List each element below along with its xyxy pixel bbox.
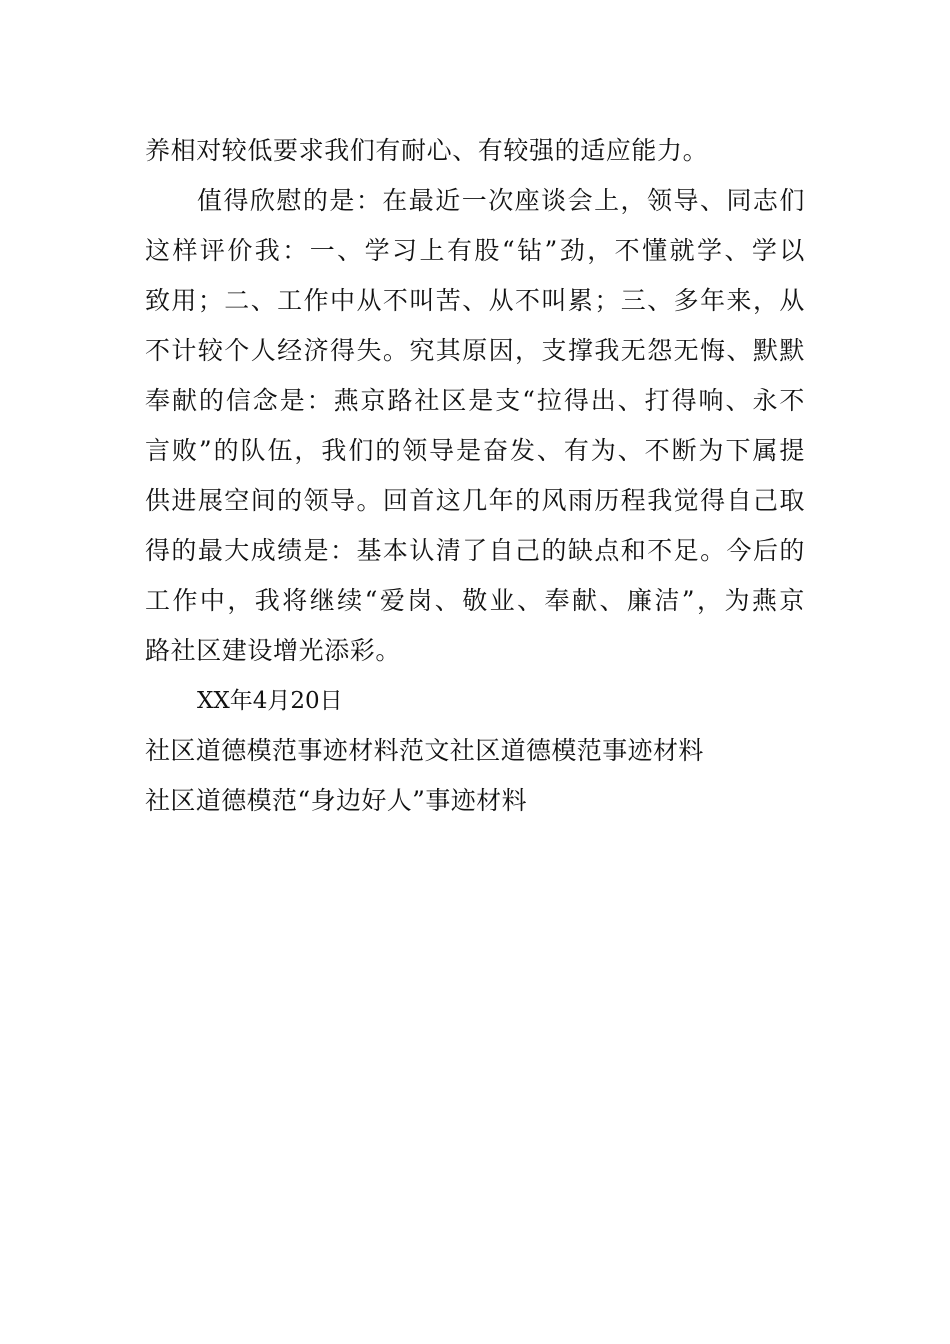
document-date: XX年4月20日 [197,688,343,714]
paragraph-line: 得的最大成绩是：基本认清了自己的缺点和不足。今后的 [145,536,805,565]
paragraph-line: 致用；二、工作中从不叫苦、从不叫累；三、多年来，从 [145,286,805,315]
paragraph-line: 这样评价我：一、学习上有股“钻”劲，不懂就学、学以 [145,236,805,265]
related-title-1: 社区道德模范事迹材料范文社区道德模范事迹材料 [145,736,704,765]
document-body [145,126,805,826]
paragraph-line: 值得欣慰的是：在最近一次座谈会上，领导、同志们 [197,186,805,215]
paragraph-line: 供进展空间的领导。回首这几年的风雨历程我觉得自己取 [145,486,805,515]
paragraph-line: 工作中，我将继续“爱岗、敬业、奉献、廉洁”，为燕京 [145,586,805,615]
paragraph-line: 养相对较低要求我们有耐心、有较强的适应能力。 [145,136,709,165]
related-title-2: 社区道德模范“身边好人”事迹材料 [145,786,527,815]
paragraph-line: 不计较个人经济得失。究其原因，支撑我无怨无悔、默默 [145,336,805,365]
paragraph-line: 言败”的队伍，我们的领导是奋发、有为、不断为下属提 [145,436,805,465]
paragraph-line: 奉献的信念是：燕京路社区是支“拉得出、打得响、永不 [145,386,805,415]
paragraph-line: 路社区建设增光添彩。 [145,636,402,665]
